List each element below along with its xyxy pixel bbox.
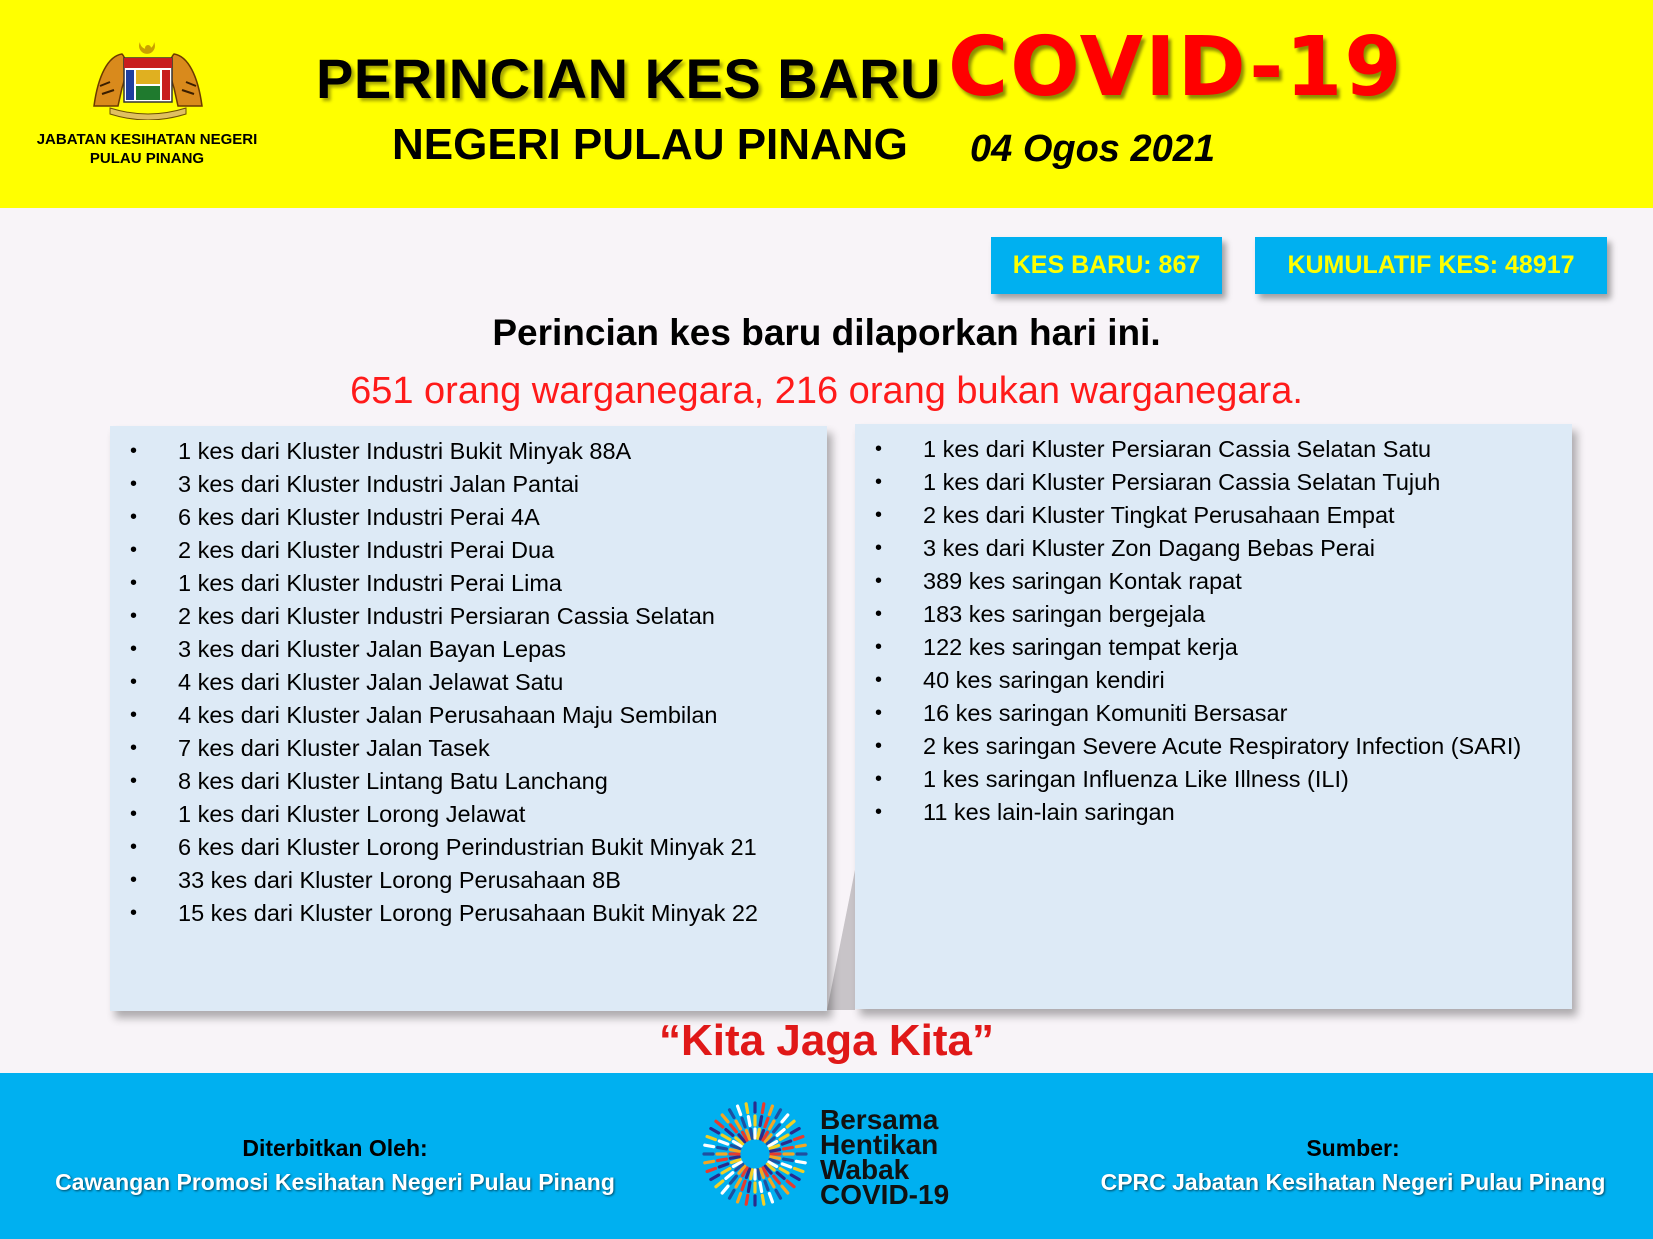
new-cases-badge: KES BARU: 867: [991, 237, 1222, 294]
list-item: [110, 633, 827, 666]
case-list: [855, 424, 1572, 829]
starburst-ray: [719, 1164, 727, 1167]
starburst-ray: [742, 1118, 745, 1126]
list-item: [110, 534, 827, 567]
starburst-ray: [765, 1118, 768, 1126]
starburst-ray: [770, 1121, 775, 1129]
campaign-logo-text: [820, 1104, 950, 1210]
starburst-ray: [722, 1135, 730, 1140]
starburst-ray: [776, 1110, 781, 1118]
starburst-ray: [796, 1145, 805, 1147]
bullet-icon: •: [130, 671, 138, 693]
list-item-text: 2 kes dari Kluster Industri Persiaran Cassia Selatan: [178, 603, 715, 629]
starburst-ray: [736, 1179, 741, 1187]
starburst-ray: [760, 1117, 762, 1126]
starburst-ray: [730, 1150, 739, 1152]
source-value: CPRC Jabatan Kesihatan Negeri Pulau Pinang: [1100, 1169, 1606, 1195]
starburst-ray: [787, 1181, 794, 1187]
list-item: [855, 499, 1572, 532]
list-item-text: 1 kes dari Kluster Persiaran Cassia Selatan Satu: [923, 436, 1432, 462]
bullet-icon: •: [130, 836, 138, 858]
starburst-ray: [782, 1141, 790, 1144]
starburst-ray: [718, 1159, 727, 1161]
starburst-ray: [707, 1137, 715, 1140]
starburst-ray: [774, 1125, 780, 1132]
list-item-text: 11 kes lain-lain saringan: [923, 799, 1175, 825]
bullet-icon: •: [130, 539, 138, 561]
starburst-ray: [751, 1170, 753, 1179]
list-item-text: 4 kes dari Kluster Jalan Jelawat Satu: [178, 669, 564, 695]
bullet-icon: •: [875, 537, 883, 559]
starburst-ray: [730, 1190, 735, 1198]
list-item: [110, 765, 827, 798]
department-name: [22, 130, 272, 168]
starburst-ray: [711, 1175, 719, 1180]
list-item-text: 4 kes dari Kluster Jalan Perusahaan Maju Sembilan: [178, 702, 718, 728]
list-item-text: 122 kes saringan tempat kerja: [923, 634, 1238, 660]
list-item: [855, 796, 1572, 829]
starburst-ray: [736, 1121, 741, 1129]
starburst-ray: [791, 1175, 799, 1180]
bullet-icon: •: [130, 704, 138, 726]
list-item-text: 2 kes saringan Severe Acute Respiratory Infection (SARI): [923, 733, 1522, 759]
department-line-2: PULAU PINANG: [89, 150, 205, 167]
list-item-text: 6 kes dari Kluster Industri Perai 4A: [178, 504, 540, 530]
starburst-ray: [722, 1186, 728, 1193]
starburst-ray: [776, 1190, 781, 1198]
starburst-ray: [722, 1115, 728, 1122]
list-item-text: 7 kes dari Kluster Jalan Tasek: [178, 735, 490, 761]
starburst-ray: [730, 1110, 735, 1118]
starburst-ray: [796, 1161, 805, 1163]
summary-heading: Perincian kes baru dilaporkan hari ini.: [492, 312, 1161, 353]
starburst-ray: [780, 1135, 788, 1140]
bullet-icon: •: [130, 902, 138, 924]
bullet-icon: •: [875, 471, 883, 493]
state-name: NEGERI PULAU PINANG: [392, 120, 908, 169]
starburst-ray: [748, 1183, 750, 1192]
header-band: [0, 0, 1653, 208]
list-item: [855, 466, 1572, 499]
starburst-ray: [748, 1117, 750, 1126]
starburst-ray: [738, 1106, 741, 1114]
list-item-text: 1 kes dari Kluster Industri Bukit Minyak 88A: [178, 438, 632, 464]
starburst-logo-icon: [700, 1099, 810, 1209]
bullet-icon: •: [130, 572, 138, 594]
page-title: PERINCIAN KES BARU: [316, 47, 942, 110]
starburst-ray: [780, 1169, 788, 1174]
starburst-ray: [730, 1157, 739, 1159]
starburst-ray: [726, 1130, 733, 1136]
starburst-ray: [762, 1104, 764, 1113]
list-item-text: 40 kes saringan kendiri: [923, 667, 1165, 693]
department-line-1: JABATAN KESIHATAN NEGERI: [36, 131, 258, 148]
starburst-ray: [782, 1164, 790, 1167]
list-item: [855, 697, 1572, 730]
panel-shadow: [827, 870, 855, 1010]
slogan: “Kita Jaga Kita”: [659, 1016, 994, 1065]
list-item-text: 1 kes dari Kluster Persiaran Cassia Selatan Tujuh: [923, 469, 1441, 495]
title-highlight: COVID-19: [948, 20, 1404, 115]
starburst-ray: [794, 1137, 802, 1140]
bullet-icon: •: [875, 669, 883, 691]
cluster-list-right: [855, 424, 1572, 1009]
bullet-icon: •: [875, 636, 883, 658]
starburst-ray: [716, 1121, 723, 1127]
cumulative-cases-badge: KUMULATIF KES: 48917: [1255, 237, 1607, 294]
starburst-ray: [777, 1130, 784, 1136]
list-item-text: 1 kes dari Kluster Lorong Jelawat: [178, 801, 526, 827]
starburst-ray: [765, 1181, 768, 1189]
list-item-text: 389 kes saringan Kontak rapat: [923, 568, 1242, 594]
list-item: [110, 501, 827, 534]
bullet-icon: •: [875, 801, 883, 823]
cluster-list-left: [110, 426, 827, 1011]
starburst-ray: [746, 1104, 748, 1113]
starburst-ray: [705, 1145, 714, 1147]
starburst-ray: [770, 1179, 775, 1187]
bullet-icon: •: [875, 735, 883, 757]
list-item: [110, 864, 827, 897]
bullet-icon: •: [875, 603, 883, 625]
starburst-ray: [784, 1159, 793, 1161]
bullet-icon: •: [130, 638, 138, 660]
list-item: [110, 831, 827, 864]
list-item: [110, 567, 827, 600]
starburst-ray: [760, 1183, 762, 1192]
list-item-text: 15 kes dari Kluster Lorong Perusahaan Bukit Minyak 22: [178, 900, 758, 926]
starburst-ray: [731, 1125, 737, 1132]
list-item-text: 8 kes dari Kluster Lintang Batu Lanchang: [178, 768, 608, 794]
list-item-text: 1 kes dari Kluster Industri Perai Lima: [178, 570, 562, 596]
starburst-ray: [758, 1170, 760, 1179]
campaign-line-3: Wabak: [820, 1154, 910, 1185]
bullet-icon: •: [875, 438, 883, 460]
starburst-ray: [794, 1168, 802, 1171]
starburst-ray: [751, 1129, 753, 1138]
campaign-line-4: COVID-19: [820, 1179, 950, 1210]
starburst-ray: [782, 1115, 788, 1122]
case-list: [110, 426, 827, 930]
bullet-icon: •: [875, 702, 883, 724]
list-item: [110, 666, 827, 699]
starburst-ray: [742, 1181, 745, 1189]
bullet-icon: •: [875, 570, 883, 592]
starburst-ray: [769, 1193, 772, 1201]
starburst-ray: [718, 1147, 727, 1149]
list-item: [855, 598, 1572, 631]
starburst-ray: [782, 1186, 788, 1193]
list-item-text: 183 kes saringan bergejala: [923, 601, 1206, 627]
list-item: [110, 732, 827, 765]
list-item: [855, 433, 1572, 466]
starburst-ray: [784, 1147, 793, 1149]
starburst-ray: [769, 1106, 772, 1114]
bullet-icon: •: [875, 504, 883, 526]
starburst-ray: [774, 1176, 780, 1183]
source-label: Sumber:: [1306, 1135, 1400, 1161]
footer-band: [0, 1073, 1653, 1239]
list-item: [110, 600, 827, 633]
list-item-text: 6 kes dari Kluster Lorong Perindustrian Bukit Minyak 21: [178, 834, 757, 860]
starburst-ray: [731, 1176, 737, 1183]
list-item: [855, 631, 1572, 664]
starburst-ray: [726, 1173, 733, 1179]
starburst-ray: [771, 1150, 780, 1152]
list-item: [110, 468, 827, 501]
starburst-ray: [791, 1129, 799, 1134]
list-item: [110, 897, 827, 930]
report-date: 04 Ogos 2021: [970, 128, 1216, 170]
list-item: [110, 435, 827, 468]
list-item-text: 2 kes dari Kluster Tingkat Perusahaan Empat: [923, 502, 1395, 528]
starburst-ray: [707, 1168, 715, 1171]
bullet-icon: •: [130, 473, 138, 495]
list-item: [855, 532, 1572, 565]
starburst-ray: [705, 1161, 714, 1163]
list-item: [110, 798, 827, 831]
list-item-text: 3 kes dari Kluster Zon Dagang Bebas Perai: [923, 535, 1375, 561]
list-item: [110, 699, 827, 732]
starburst-ray: [716, 1181, 723, 1187]
list-item: [855, 565, 1572, 598]
bullet-icon: •: [130, 869, 138, 891]
list-item: [855, 730, 1572, 763]
bullet-icon: •: [130, 770, 138, 792]
bullet-icon: •: [130, 506, 138, 528]
starburst-ray: [746, 1195, 748, 1204]
published-by-value: Cawangan Promosi Kesihatan Negeri Pulau Pinang: [55, 1169, 615, 1195]
starburst-ray: [758, 1129, 760, 1138]
bullet-icon: •: [875, 768, 883, 790]
campaign-line-2: Hentikan: [820, 1129, 939, 1160]
bullet-icon: •: [130, 803, 138, 825]
bullet-icon: •: [130, 605, 138, 627]
starburst-ray: [711, 1129, 719, 1134]
list-item: [855, 763, 1572, 796]
list-item-text: 2 kes dari Kluster Industri Perai Dua: [178, 537, 555, 563]
list-item-text: 3 kes dari Kluster Industri Jalan Pantai: [178, 471, 580, 497]
starburst-ray: [719, 1141, 727, 1144]
list-item-text: 33 kes dari Kluster Lorong Perusahaan 8B: [178, 867, 621, 893]
starburst-ray: [787, 1121, 794, 1127]
nationality-breakdown: 651 orang warganegara, 216 orang bukan warganegara.: [350, 370, 1303, 412]
starburst-ray: [738, 1193, 741, 1201]
starburst-ray: [777, 1173, 784, 1179]
starburst-ray: [762, 1195, 764, 1204]
bullet-icon: •: [130, 737, 138, 759]
list-item-text: 16 kes saringan Komuniti Bersasar: [923, 700, 1288, 726]
list-item-text: 1 kes saringan Influenza Like Illness (ILI): [923, 766, 1349, 792]
campaign-line-1: Bersama: [820, 1104, 939, 1135]
coat-of-arms-icon: [88, 36, 208, 120]
list-item-text: 3 kes dari Kluster Jalan Bayan Lepas: [178, 636, 566, 662]
published-by-label: Diterbitkan Oleh:: [242, 1135, 428, 1161]
starburst-ray: [771, 1157, 780, 1159]
starburst-ray: [722, 1169, 730, 1174]
list-item: [855, 664, 1572, 697]
bullet-icon: •: [130, 440, 138, 462]
